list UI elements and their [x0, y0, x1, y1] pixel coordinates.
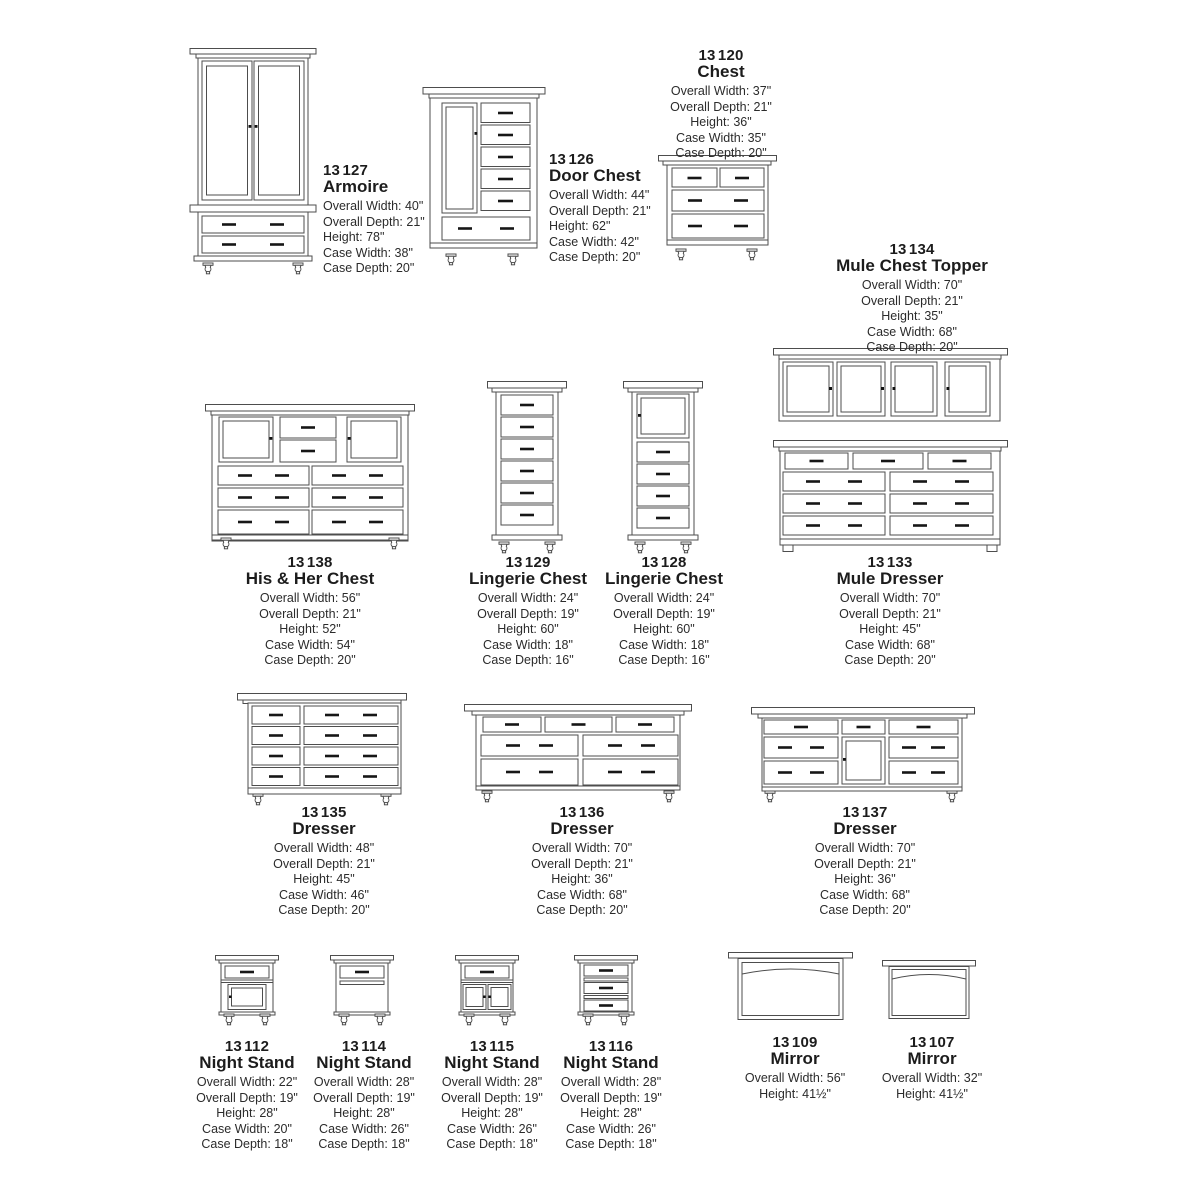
- night-stand-13116-drawing: [574, 955, 638, 1025]
- item-name: Armoire: [323, 177, 389, 196]
- spec-line: Overall Width: 24": [613, 591, 715, 605]
- item-13138-label: [190, 556, 430, 669]
- spec-line: Height: 60": [633, 622, 695, 636]
- spec-line: Overall Depth: 21": [861, 293, 963, 308]
- spec-line: Overall Width: 28": [313, 1075, 415, 1089]
- spec-line: Overall Width: 44": [549, 188, 650, 202]
- spec-line: Case Depth: 18": [201, 1137, 293, 1151]
- model-number: 13 109: [772, 1034, 818, 1051]
- his-her-chest-drawing: [205, 404, 415, 549]
- spec-line: Overall Width: 56": [259, 591, 361, 605]
- spec-line: Overall Width: 28": [441, 1075, 543, 1089]
- mirror-13107-drawing: [882, 960, 976, 1023]
- night-stand-13114-drawing: [330, 955, 394, 1025]
- spec-line: Height: 36": [551, 872, 613, 886]
- mule-chest-topper-drawing: [773, 348, 1008, 426]
- spec-line: Case Width: 18": [619, 637, 709, 652]
- item-name: Night Stand: [199, 1053, 295, 1072]
- spec-line: Case Depth: 20": [264, 653, 356, 667]
- spec-line: Height: 28": [333, 1106, 395, 1120]
- model-number: 13 114: [341, 1038, 387, 1055]
- spec-line: Case Width: 38": [323, 245, 413, 260]
- spec-line: Case Width: 20": [202, 1121, 292, 1136]
- dresser-13135-drawing: [237, 693, 407, 805]
- spec-line: Case Width: 35": [676, 130, 766, 145]
- spec-line: Height: 28": [580, 1106, 642, 1120]
- armoire-drawing: [189, 48, 317, 274]
- spec-line: Height: 28": [216, 1106, 278, 1120]
- spec-line: Overall Depth: 19": [313, 1090, 415, 1105]
- model-number: 13 107: [909, 1034, 955, 1051]
- spec-line: Height: 78": [323, 230, 385, 244]
- door-knob: [638, 414, 641, 417]
- model-number: 13 136: [559, 804, 605, 821]
- model-number: 13 138: [287, 554, 333, 571]
- spec-line: Overall Depth: 21": [259, 606, 361, 621]
- spec-line: Height: 45": [859, 622, 921, 636]
- spec-line: Case Width: 68": [820, 887, 910, 902]
- spec-line: Overall Width: 40": [323, 199, 424, 213]
- spec-line: Height: 41½": [759, 1086, 831, 1101]
- spec-line: Case Width: 68": [845, 637, 935, 652]
- item-name: Night Stand: [444, 1053, 540, 1072]
- spec-line: Height: 52": [279, 622, 341, 636]
- spec-line: Case Width: 18": [483, 637, 573, 652]
- door-knob: [229, 996, 232, 999]
- model-number: 13 115: [469, 1038, 515, 1055]
- spec-line: Overall Width: 70": [861, 278, 963, 292]
- spec-line: Overall Depth: 19": [196, 1090, 298, 1105]
- spec-line: Height: 36": [690, 115, 752, 129]
- spec-line: Overall Depth: 19": [441, 1090, 543, 1105]
- dresser-13136-drawing: [464, 704, 692, 802]
- model-number: 13 134: [889, 241, 935, 258]
- spec-line: Overall Depth: 21": [670, 99, 772, 114]
- spec-line: Height: 60": [497, 622, 559, 636]
- item-13116-label: [521, 1040, 701, 1153]
- spec-line: Case Width: 46": [279, 887, 369, 902]
- model-number: 13 116: [588, 1038, 634, 1055]
- spec-line: Case Width: 54": [265, 637, 355, 652]
- spec-line: Case Depth: 18": [318, 1137, 410, 1151]
- item-name: Mirror: [907, 1049, 957, 1068]
- spec-line: Overall Depth: 19": [613, 606, 715, 621]
- night-stand-13112-drawing: [215, 955, 279, 1025]
- spec-line: Overall Width: 48": [273, 841, 375, 855]
- spec-line: Case Width: 68": [867, 324, 957, 339]
- item-name: Night Stand: [316, 1053, 412, 1072]
- night-stand-13115-drawing: [455, 955, 519, 1025]
- model-number: 13 133: [867, 554, 913, 571]
- spec-line: Case Depth: 16": [618, 653, 710, 667]
- mule-dresser-drawing: [773, 440, 1008, 552]
- spec-line: Case Depth: 20": [844, 653, 936, 667]
- spec-line: Overall Width: 56": [744, 1071, 846, 1085]
- item-name: Mule Chest Topper: [836, 256, 988, 275]
- item-13120-label: [621, 49, 821, 162]
- spec-line: Case Depth: 18": [565, 1137, 657, 1151]
- model-number: 13 120: [698, 47, 744, 64]
- door-knob: [843, 758, 846, 761]
- spec-line: Case Width: 26": [319, 1121, 409, 1136]
- model-number: 13 129: [505, 554, 551, 571]
- spec-line: Case Width: 26": [447, 1121, 537, 1136]
- item-name: Dresser: [833, 819, 897, 838]
- item-name: Lingerie Chest: [604, 569, 724, 588]
- item-name: Chest: [697, 62, 745, 81]
- item-name: Mirror: [770, 1049, 820, 1068]
- spec-line: Overall Depth: 19": [560, 1090, 662, 1105]
- spec-line: Overall Width: 70": [814, 841, 916, 855]
- item-13137-label: [765, 806, 965, 919]
- spec-line: Overall Depth: 21": [531, 856, 633, 871]
- model-number: 13 128: [641, 554, 687, 571]
- spec-line: Height: 41½": [896, 1086, 968, 1101]
- spec-line: Overall Depth: 21": [814, 856, 916, 871]
- item-13135-label: [224, 806, 424, 919]
- model-number: 13 126: [549, 151, 595, 168]
- model-number: 13 112: [224, 1038, 270, 1055]
- spec-line: Overall Depth: 21": [549, 203, 651, 218]
- spec-line: Overall Width: 24": [477, 591, 579, 605]
- item-name: Dresser: [292, 819, 356, 838]
- spec-line: Height: 45": [293, 872, 355, 886]
- spec-line: Case Width: 26": [566, 1121, 656, 1136]
- spec-line: Case Depth: 20": [278, 903, 370, 917]
- spec-line: Case Width: 42": [549, 234, 639, 249]
- item-name: Mule Dresser: [836, 569, 944, 588]
- mirror-13109-drawing: [728, 952, 853, 1023]
- item-name: Lingerie Chest: [468, 569, 588, 588]
- spec-line: Case Depth: 16": [482, 653, 574, 667]
- item-name: His & Her Chest: [245, 569, 375, 588]
- spec-line: Overall Width: 28": [560, 1075, 662, 1089]
- spec-line: Overall Depth: 19": [477, 606, 579, 621]
- door-knob: [475, 132, 478, 135]
- lingerie-chest-13129-drawing: [487, 381, 567, 553]
- model-number: 13 135: [301, 804, 347, 821]
- item-13133-label: [790, 556, 990, 669]
- spec-line: Overall Width: 32": [881, 1071, 983, 1085]
- item-13136-label: [482, 806, 682, 919]
- model-number: 13 137: [842, 804, 888, 821]
- item-13127-label: [323, 164, 503, 277]
- spec-line: Height: 28": [461, 1106, 523, 1120]
- model-number: 13 127: [323, 162, 369, 179]
- spec-line: Overall Width: 70": [531, 841, 633, 855]
- spec-line: Case Width: 68": [537, 887, 627, 902]
- spec-line: Overall Width: 22": [196, 1075, 298, 1089]
- spec-line: Case Depth: 20": [549, 250, 641, 264]
- spec-line: Case Depth: 20": [536, 903, 628, 917]
- spec-line: Height: 35": [881, 309, 943, 323]
- spec-line: Overall Depth: 21": [273, 856, 375, 871]
- spec-line: Case Depth: 20": [323, 261, 415, 275]
- spec-line: Overall Depth: 21": [839, 606, 941, 621]
- item-name: Night Stand: [563, 1053, 659, 1072]
- spec-line: Overall Depth: 21": [323, 214, 425, 229]
- spec-line: Case Depth: 18": [446, 1137, 538, 1151]
- dresser-13137-drawing: [751, 707, 975, 802]
- item-name: Door Chest: [549, 166, 641, 185]
- spec-line: Case Depth: 20": [866, 340, 958, 354]
- spec-line: Height: 62": [549, 219, 611, 233]
- item-13126-label: [549, 153, 729, 266]
- spec-line: Overall Width: 70": [839, 591, 941, 605]
- spec-line: Overall Width: 37": [670, 84, 772, 98]
- item-13134-label: [792, 243, 1032, 356]
- item-13107-label: [842, 1036, 1022, 1102]
- spec-line: Case Depth: 20": [819, 903, 911, 917]
- lingerie-chest-13128-drawing: [623, 381, 703, 553]
- spec-line: Case Depth: 20": [675, 146, 767, 160]
- item-13128-label: [564, 556, 764, 669]
- spec-line: Height: 36": [834, 872, 896, 886]
- item-name: Dresser: [550, 819, 614, 838]
